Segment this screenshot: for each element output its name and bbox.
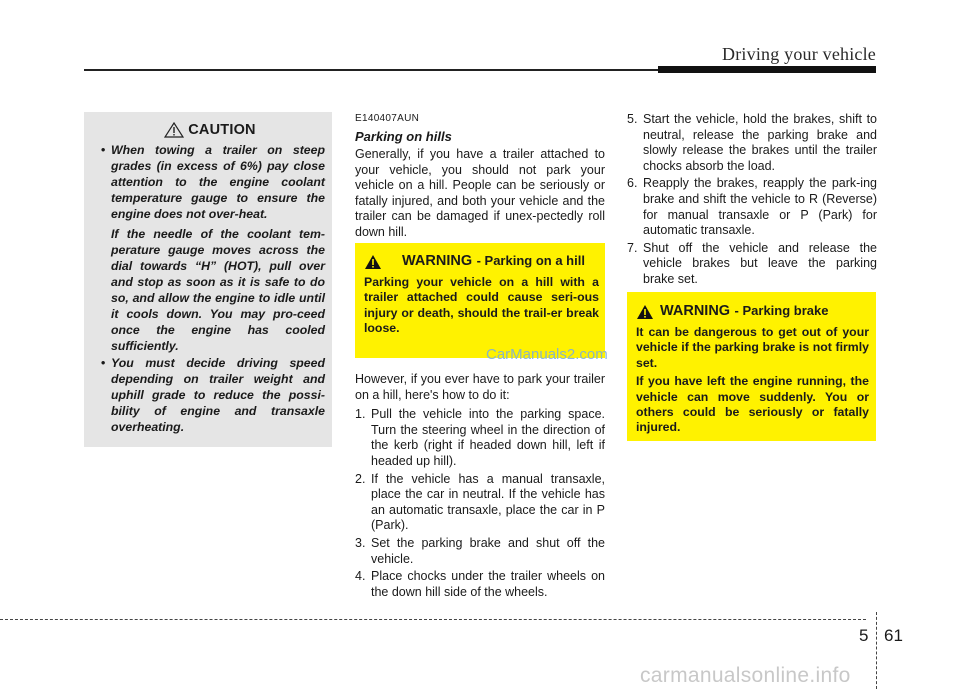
caution-box (84, 112, 332, 447)
warning-text (636, 325, 869, 436)
section-intro: Generally, if you have a trailer attached to your vehicle, you should not park your vehicle on a hill. People can be seriously or fatally injured, and both your vehicle and the trailer can be damaged if unex-pectedly roll down hill. (355, 147, 605, 239)
header-bar (658, 66, 876, 73)
footer-dashed-rule (0, 619, 866, 620)
footer-divider (876, 612, 877, 689)
step-item: 4. Place chocks under the trailer wheels on the down hill side of the wheels. (355, 569, 605, 599)
step-item: 2. If the vehicle has a manual transaxle, place the car in neutral. If the vehicle has an automatic transaxle, place the car in P (Park). (355, 471, 605, 533)
warning-heading (364, 253, 599, 270)
chapter-number: 5 (859, 626, 869, 645)
parking-steps-left (355, 372, 605, 602)
site-watermark: carmanualsonline.info (640, 664, 851, 687)
step-item: 1. Pull the vehicle into the parking space. Turn the steering wheel in the direction of the kerb (right if headed down hill, left if headed up hill). (355, 407, 605, 468)
warning-paragraph: It can be dangerous to get out of your vehicle if the parking brake is not firmly set. (636, 325, 869, 370)
warning-triangle-icon (164, 122, 184, 138)
caution-heading (95, 122, 325, 138)
warning-box-parking-brake (627, 292, 876, 441)
warning-subject: - Parking on a hill (476, 253, 585, 268)
steps-intro: However, if you ever have to park your trailer on a hill, here's how to do it: (355, 372, 605, 402)
bullet-icon: • (101, 356, 106, 370)
warning-text: Parking your vehicle on a hill with a trailer attached could cause seri-ous injury or death, should the trail-er break loose. (364, 275, 599, 336)
page-number: 61 (884, 626, 903, 645)
section-heading: Parking on hills (355, 129, 452, 144)
caution-list (95, 142, 325, 435)
warning-heading (636, 303, 869, 320)
steps-list (627, 112, 877, 288)
step-item: 3. Set the parking brake and shut off the vehicle. (355, 535, 605, 566)
warning-triangle-icon (364, 254, 382, 270)
caution-bullet: • You must decide driving speed depending on trailer weight and uphill grade to reduce the possi-bility of engine and transaxle overheating. (101, 356, 325, 434)
header-rule (84, 69, 658, 71)
running-header-title: Driving your vehicle (722, 44, 876, 64)
steps-list (355, 407, 605, 600)
warning-triangle-icon (636, 304, 654, 320)
step-item: 7. Shut off the vehicle and release the vehicle brakes but leave the parking brake set. (627, 240, 877, 286)
bullet-icon: • (101, 143, 106, 157)
warning-label: WARNING (660, 303, 731, 319)
caution-bullet: • When towing a trailer on steep grades (in excess of 6%) pay close attention to the engine coolant temperature gauge to ensure the engine does not over-heat. (101, 143, 325, 221)
step-item: 5. Start the vehicle, hold the brakes, shift to neutral, release the parking brake and slowly release the brakes until the trailer chocks absorb the load. (627, 112, 877, 173)
parking-section (355, 112, 605, 241)
parking-steps-right (627, 112, 877, 290)
section-code: E140407AUN (355, 113, 420, 124)
step-item: 6. Reapply the brakes, reapply the park-ing brake and shift the vehicle to R (Reverse) for manual transaxle or P (Park) for automatic transaxle. (627, 176, 877, 238)
warning-label: WARNING (402, 253, 473, 269)
watermark-text: CarManuals2.com (486, 346, 608, 363)
caution-title: CAUTION (188, 122, 256, 138)
caution-paragraph: If the needle of the coolant tem-perature gauge moves across the dial towards “H” (HOT), pull over and stop as soon as it is safe to do so, and allow the engine to idle until it cools down. You may pro-ceed once the engine has cooled sufficiently. (111, 227, 325, 353)
warning-subject: - Parking brake (734, 303, 829, 318)
warning-paragraph: If you have left the engine running, the vehicle can move suddenly. You or others could be seriously or fatally injured. (636, 374, 869, 435)
warning-box-hill (355, 243, 605, 358)
